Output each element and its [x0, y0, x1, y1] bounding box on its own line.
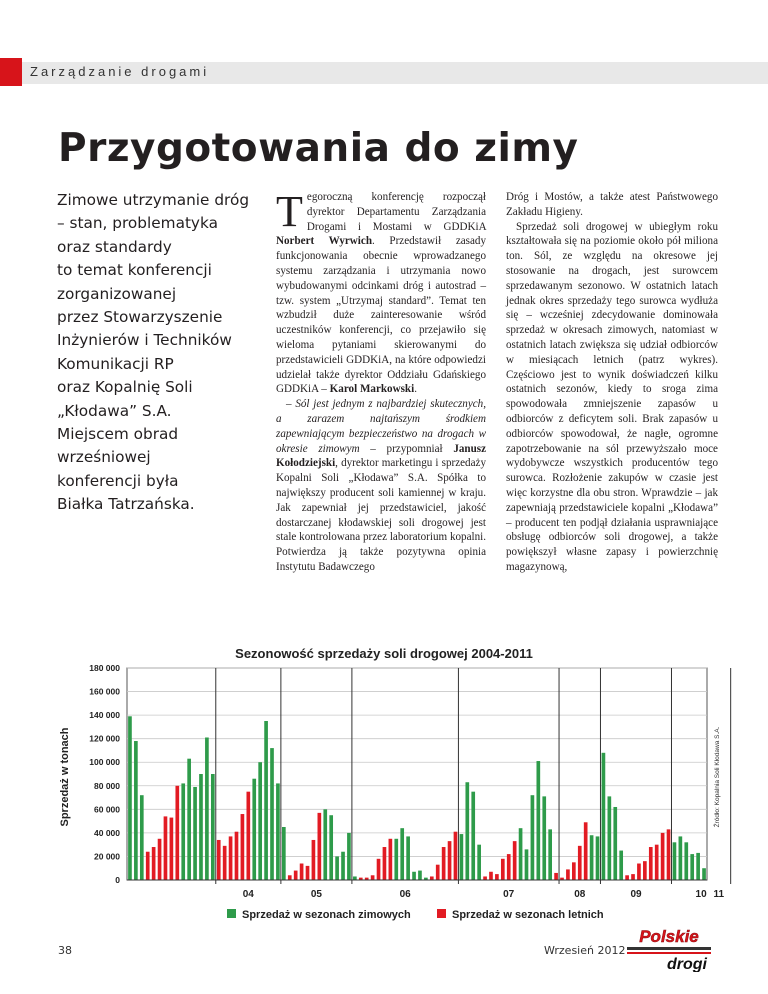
y-tick-label: 40 000	[94, 827, 120, 838]
lead-line: zorganizowanej	[57, 284, 177, 303]
winter-sales-bar	[323, 809, 327, 880]
summer-sales-bar	[170, 818, 174, 880]
summer-sales-bar	[625, 875, 629, 880]
summer-sales-bar	[643, 861, 647, 880]
winter-sales-bar	[187, 759, 191, 880]
paragraph-text: egoroczną konferencję rozpoczął dyrektor Departamentu Zarządzania Drogami i Mostami w GDDKiA	[306, 191, 486, 233]
lead-line: przez Stowarzyszenie	[57, 308, 223, 327]
x-year-label: 06	[399, 889, 411, 900]
winter-sales-bar	[252, 779, 256, 880]
summer-sales-bar	[164, 816, 168, 880]
summer-sales-bar	[430, 876, 434, 880]
summer-sales-bar	[483, 876, 487, 880]
summer-sales-bar	[235, 832, 239, 880]
winter-sales-bar	[353, 876, 357, 880]
winter-sales-bar	[608, 796, 612, 880]
summer-sales-bar	[637, 864, 641, 880]
summer-sales-bar	[306, 866, 310, 880]
winter-sales-bar	[181, 783, 185, 880]
summer-sales-bar	[158, 839, 162, 880]
winter-sales-bar	[477, 845, 481, 880]
winter-sales-bar	[400, 828, 404, 880]
summer-sales-bar	[501, 859, 505, 880]
summer-sales-bar	[217, 840, 221, 880]
logo-stripe	[627, 952, 711, 954]
logo-line-1: Polskie	[639, 927, 699, 946]
summer-sales-bar	[288, 875, 292, 880]
y-tick-label: 120 000	[89, 733, 120, 744]
winter-sales-bar	[696, 853, 700, 880]
summer-sales-bar	[371, 875, 375, 880]
winter-sales-bar	[679, 836, 683, 880]
x-year-label: 04	[242, 889, 254, 900]
summer-sales-bar	[436, 865, 440, 880]
legend-summer-label: Sprzedaż w sezonach letnich	[452, 909, 604, 921]
y-tick-label: 80 000	[94, 780, 120, 791]
paragraph-text: , dyrektor marketingu i sprzedaży Kopalni Soli „Kłodawa” S.A. Spółka to największy producent soli kamiennej w kraju. Jak zapewniał jej przedstawiciel, jakość dostarczanej kłodawskiej soli drogowej jest stale kontrolowana przez laboratorium kopalni. Potwierdza ją także pozytywna opinia Instytutu Badawczego	[276, 457, 486, 573]
x-year-label: 09	[630, 889, 642, 900]
winter-sales-bar	[602, 753, 606, 880]
summer-sales-bar	[300, 864, 304, 880]
logo-stripe	[627, 947, 711, 950]
lead-line: Inżynierów i Techników	[57, 331, 232, 350]
paragraph: Dróg i Mostów, a także atest Państwowego Zakładu Higieny.	[506, 191, 718, 218]
winter-sales-bar	[418, 871, 422, 880]
winter-sales-bar	[596, 836, 600, 880]
winter-sales-bar	[347, 833, 351, 880]
summer-sales-bar	[631, 874, 635, 880]
winter-sales-bar	[282, 827, 286, 880]
lead-line: to temat konferencji	[57, 261, 212, 280]
winter-sales-bar	[270, 748, 274, 880]
lead-line: konferencji była	[57, 471, 179, 490]
winter-sales-bar	[211, 774, 215, 880]
x-year-label: 10	[695, 889, 707, 900]
winter-sales-bar	[406, 836, 410, 880]
article-column-2	[506, 190, 718, 575]
summer-sales-bar	[489, 872, 493, 880]
summer-sales-bar	[229, 836, 233, 880]
winter-sales-bar	[471, 792, 475, 880]
winter-sales-bar	[531, 795, 535, 880]
winter-sales-bar	[205, 737, 209, 880]
y-tick-label: 60 000	[94, 804, 120, 815]
winter-sales-bar	[673, 842, 677, 880]
lead-line: Zimowe utrzymanie dróg	[57, 191, 250, 209]
y-tick-label: 140 000	[89, 710, 120, 721]
summer-sales-bar	[566, 869, 570, 880]
x-year-label: 11	[713, 889, 725, 900]
summer-sales-bar	[318, 813, 322, 880]
section-label: Zarządzanie drogami	[30, 64, 210, 79]
sales-bar-chart	[0, 660, 768, 930]
chart-title: Sezonowość sprzedaży soli drogowej 2004-2011	[235, 646, 533, 661]
summer-sales-bar	[241, 814, 245, 880]
y-tick-label: 20 000	[94, 851, 120, 862]
article-column-1	[276, 187, 486, 575]
winter-sales-bar	[548, 829, 552, 880]
winter-sales-bar	[613, 807, 617, 880]
winter-sales-bar	[335, 856, 339, 880]
magazine-logo	[625, 926, 713, 972]
logo-line-2: drogi	[667, 956, 707, 972]
paragraph: Sprzedaż soli drogowej w ubiegłym roku kształtowała się na poziomie około pół miliona ton. Sól, ze względu na okresowe jej stosowanie na drogach, jest surowcem sprzedawanym sezonowo. W ostatnich latach jednak okres sprzedaży tego surowca wydłuża się – wcześniej zdecydowanie dominowała sprzedaż w okresach zimowych, natomiast w ostatnich latach zwiększa się udział odbiorców w miesiącach letnich (patrz wykres). Częściowo jest to wynik doświadczeń kilku ostatnich sezonów, kiedy to sroga zima spowodowała zmniejszenie zapasów u odbiorców z deficytem soli. Brak zapasów u odbiorców spowodował, że nagłe, ogromne zapotrzebowanie na sól przewyższało moce wydobywcze wszystkich producentów tego surowca. Rozłożenie zakupów w czasie jest więc korzystne dla obu stron. Wprawdzie – jak zapewniają przedstawiciele kopalni „Kłodawa” – producent ten podjął działania usprawniające obsługę odbiorców soli drogowej, a także powiększył własne zapasy i powierzchnię magazynową,	[506, 220, 718, 573]
winter-sales-bar	[140, 795, 144, 880]
legend-summer-swatch	[437, 909, 446, 918]
winter-sales-bar	[590, 835, 594, 880]
winter-sales-bar	[193, 787, 197, 880]
winter-sales-bar	[519, 828, 523, 880]
lead-line: wrześniowej	[57, 448, 151, 467]
person-name: Janusz Kołodziejski	[276, 442, 486, 470]
winter-sales-bar	[465, 782, 469, 880]
person-name: Karol Markowski	[329, 383, 415, 396]
winter-sales-bar	[199, 774, 203, 880]
summer-sales-bar	[655, 845, 659, 880]
winter-sales-bar	[276, 783, 280, 880]
winter-sales-bar	[684, 842, 688, 880]
summer-sales-bar	[377, 859, 381, 880]
winter-sales-bar	[134, 741, 138, 880]
lead-line: oraz standardy	[57, 237, 172, 256]
y-tick-label: 0	[115, 875, 120, 885]
article-lead	[57, 189, 257, 517]
summer-sales-bar	[442, 847, 446, 880]
winter-sales-bar	[412, 872, 416, 880]
x-year-label: 05	[310, 889, 322, 900]
paragraph-text: – przypomniał	[359, 442, 454, 455]
y-tick-label: 100 000	[89, 757, 120, 768]
summer-sales-bar	[383, 847, 387, 880]
summer-sales-bar	[584, 822, 588, 880]
winter-sales-bar	[341, 852, 345, 880]
summer-sales-bar	[513, 841, 517, 880]
legend-winter-label: Sprzedaż w sezonach zimowych	[242, 909, 411, 921]
summer-sales-bar	[246, 792, 250, 880]
summer-sales-bar	[223, 846, 227, 880]
quote-text: – Sól jest jednym z najbardziej skutecznych, a zarazem najtańszym środkiem zapewniającym bezpieczeństwo na drogach w okresie zimowym	[276, 398, 486, 455]
summer-sales-bar	[554, 873, 558, 880]
summer-sales-bar	[389, 839, 393, 880]
winter-sales-bar	[264, 721, 268, 880]
summer-sales-bar	[448, 841, 452, 880]
person-name: Norbert Wyrwich	[276, 235, 372, 248]
summer-sales-bar	[454, 832, 458, 880]
winter-sales-bar	[702, 868, 706, 880]
summer-sales-bar	[175, 786, 179, 880]
winter-sales-bar	[619, 851, 623, 880]
chart-source: Źródło: Kopalnia Soli Kłodawa S.A.	[714, 726, 721, 828]
lead-line: – stan, problematyka	[57, 214, 218, 233]
y-tick-label: 160 000	[89, 686, 120, 697]
summer-sales-bar	[152, 847, 156, 880]
chart-legend	[227, 909, 604, 921]
winter-sales-bar	[329, 815, 333, 880]
summer-sales-bar	[649, 847, 653, 880]
lead-line: Białka Tatrzańska.	[57, 495, 195, 514]
winter-sales-bar	[394, 839, 398, 880]
summer-sales-bar	[572, 862, 576, 880]
summer-sales-bar	[661, 833, 665, 880]
summer-sales-bar	[578, 846, 582, 880]
issue-date: Wrzesień 2012	[544, 944, 626, 957]
lead-line: Komunikacji RP	[57, 354, 174, 373]
summer-sales-bar	[312, 840, 316, 880]
winter-sales-bar	[542, 796, 546, 880]
winter-sales-bar	[690, 854, 694, 880]
summer-sales-bar	[146, 852, 150, 880]
summer-sales-bar	[294, 871, 298, 880]
x-year-label: 08	[574, 889, 586, 900]
lead-line: „Kłodawa” S.A.	[57, 401, 172, 420]
winter-sales-bar	[536, 761, 540, 880]
y-axis-label: Sprzedaż w tonach	[59, 727, 71, 827]
page-number: 38	[58, 944, 72, 957]
x-year-label: 07	[503, 889, 515, 900]
winter-sales-bar	[460, 834, 464, 880]
section-marker	[0, 58, 22, 86]
summer-sales-bar	[507, 854, 511, 880]
winter-sales-bar	[258, 762, 262, 880]
paragraph-end: .	[414, 383, 417, 396]
lead-line: oraz Kopalnię Soli	[57, 378, 193, 397]
drop-cap: T	[276, 187, 303, 236]
legend-winter-swatch	[227, 909, 236, 918]
summer-sales-bar	[495, 874, 499, 880]
lead-line: Miejscem obrad	[57, 425, 179, 444]
y-tick-label: 180 000	[89, 663, 120, 673]
paragraph-text: . Przedstawił zasady funkcjonowania obecnie wprowadzanego systemu zarządzania i utrzymania nowo wybudowanymi odcinkami dróg i autostrad – tzw. system „Utrzymaj standard”. Temat ten wzbudził duże zainteresowanie wśród uczestników konferencji, co przejawiło się wieloma pytaniami skierowanymi do przedstawicieli GDDKiA, na które odpowiedzi udzielał także dyrektor Oddziału Gdańskiego GDDKiA –	[276, 235, 486, 396]
winter-sales-bar	[525, 849, 529, 880]
summer-sales-bar	[667, 829, 671, 880]
winter-sales-bar	[128, 716, 132, 880]
article-title: Przygotowania do zimy	[58, 126, 579, 171]
